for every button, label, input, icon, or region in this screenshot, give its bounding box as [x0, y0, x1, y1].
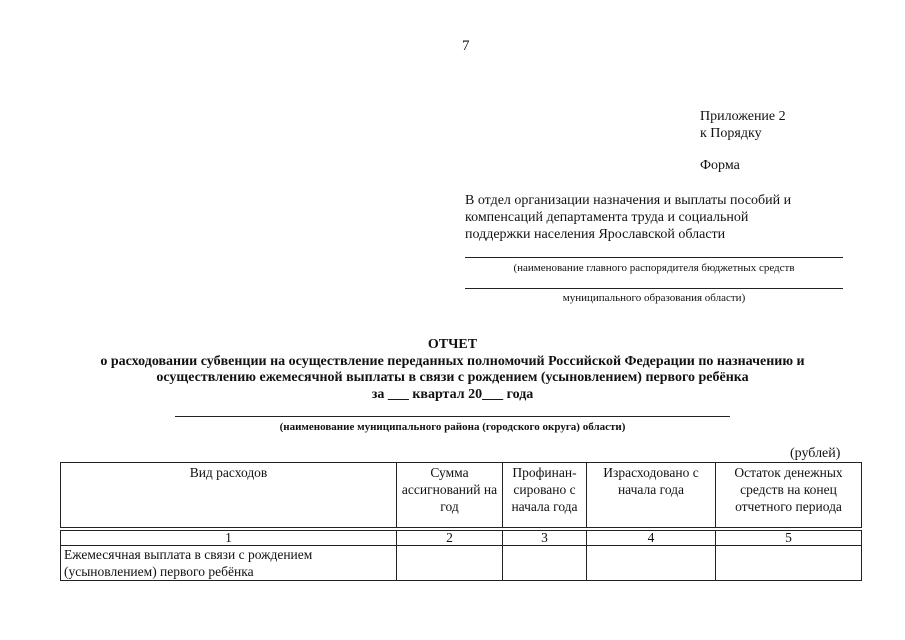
appendix-line-1: Приложение 2: [700, 109, 786, 124]
recipient-line-2: компенсаций департамента труда и социальной: [465, 210, 749, 225]
header-balance: Остаток денежных средств на конец отчетного периода: [716, 463, 862, 528]
units-label: (рублей): [790, 446, 841, 461]
column-number: 3: [503, 531, 587, 546]
recipient-line-1: В отдел организации назначения и выплаты пособий и: [465, 193, 792, 208]
form-label: Форма: [700, 158, 740, 173]
recipient-line-3: поддержки населения Ярославской области: [465, 227, 726, 242]
region-blank-line: [175, 416, 730, 417]
report-subtitle-2: осуществлению ежемесячной выплаты в связи с рождением (усыновлением) первого ребёнка: [156, 370, 749, 385]
table-row: [61, 546, 862, 581]
header-spent: Израсходовано с начала года: [587, 463, 716, 528]
column-number: 1: [61, 531, 397, 546]
row-spent-cell[interactable]: [587, 546, 716, 581]
header-expense-type: Вид расходов: [61, 463, 397, 528]
row-label: Ежемесячная выплата в связи с рождением (усыновлением) первого ребёнка: [61, 546, 397, 581]
report-title: ОТЧЕТ: [427, 337, 478, 352]
appendix-reference: [700, 108, 786, 142]
appendix-line-2: к Порядку: [700, 126, 762, 141]
recipient-caption-2: муниципального образования области): [562, 292, 746, 304]
row-financed-cell[interactable]: [503, 546, 587, 581]
header-financed: Профинан-сировано с начала года: [503, 463, 587, 528]
column-number: 4: [587, 531, 716, 546]
row-annual-allocation-cell[interactable]: [397, 546, 503, 581]
row-balance-cell[interactable]: [716, 546, 862, 581]
page-number: 7: [462, 38, 470, 54]
column-number: 2: [397, 531, 503, 546]
column-number-row: [61, 531, 862, 546]
report-period: за ___ квартал 20___ года: [371, 387, 534, 402]
recipient-caption-1: (наименование главного распорядителя бюджетных средств: [513, 262, 795, 274]
recipient-blank-line-1: [465, 257, 843, 258]
expenses-report-table: [60, 462, 862, 581]
recipient-block: [465, 192, 845, 243]
column-number: 5: [716, 531, 862, 546]
region-caption: (наименование муниципального района (городского округа) области): [279, 421, 626, 433]
table-header-row: [61, 463, 862, 528]
header-annual-allocation: Сумма ассигнований на год: [397, 463, 503, 528]
report-subtitle-1: о расходовании субвенции на осуществление переданных полномочий Российской Федерации по назначению и: [100, 354, 805, 369]
recipient-blank-line-2: [465, 288, 843, 289]
